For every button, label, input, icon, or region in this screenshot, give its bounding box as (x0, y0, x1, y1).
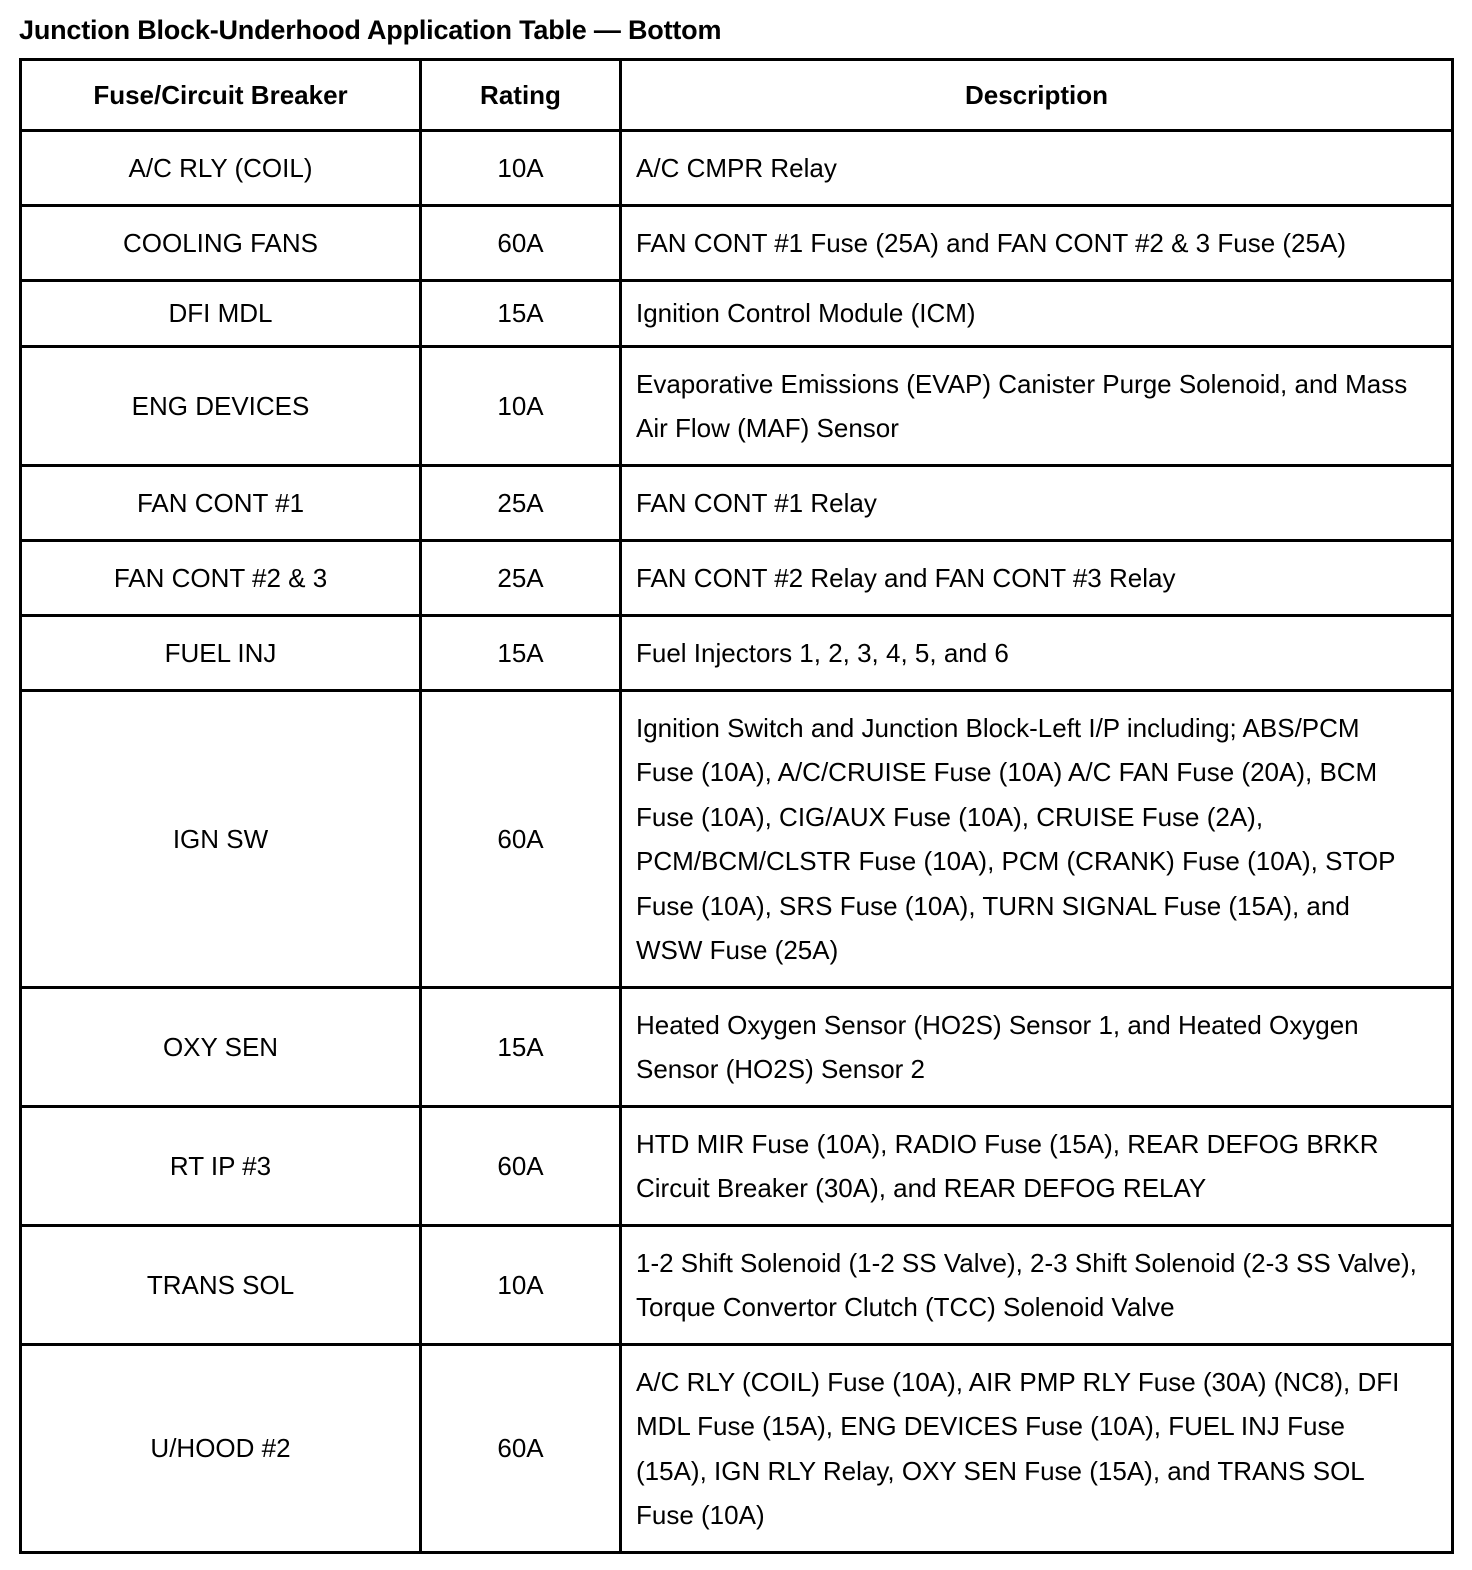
description-cell: 1-2 Shift Solenoid (1-2 SS Valve), 2-3 Shift Solenoid (2-3 SS Valve), Torque Convertor Clutch (TCC) Solenoid Valve (621, 1226, 1453, 1345)
fuse-cell: OXY SEN (21, 988, 421, 1107)
description-cell: Ignition Switch and Junction Block-Left I/P including; ABS/PCM Fuse (10A), A/C/CRUISE Fuse (10A) A/C FAN Fuse (20A), BCM Fuse (10A), CIG/AUX Fuse (10A), CRUISE Fuse (2A), PCM/BCM/CLSTR Fuse (10A), PCM (CRANK) Fuse (10A), STOP Fuse (10A), SRS Fuse (10A), TURN SIGNAL Fuse (15A), and WSW Fuse (25A) (621, 691, 1453, 988)
description-cell: FAN CONT #2 Relay and FAN CONT #3 Relay (621, 541, 1453, 616)
application-table (19, 58, 1454, 1554)
rating-cell: 25A (421, 466, 621, 541)
rating-cell: 15A (421, 988, 621, 1107)
fuse-cell: ENG DEVICES (21, 347, 421, 466)
rating-cell: 60A (421, 206, 621, 281)
description-cell: Ignition Control Module (ICM) (621, 281, 1453, 347)
table-row (21, 1345, 1453, 1553)
fuse-cell: FUEL INJ (21, 616, 421, 691)
rating-cell: 10A (421, 131, 621, 206)
description-cell: Evaporative Emissions (EVAP) Canister Purge Solenoid, and Mass Air Flow (MAF) Sensor (621, 347, 1453, 466)
rating-cell: 10A (421, 347, 621, 466)
table-row (21, 616, 1453, 691)
table-row (21, 988, 1453, 1107)
fuse-cell: RT IP #3 (21, 1107, 421, 1226)
header-row (21, 60, 1453, 131)
column-header-description: Description (621, 60, 1453, 131)
table-row (21, 691, 1453, 988)
rating-cell: 25A (421, 541, 621, 616)
table-row (21, 1107, 1453, 1226)
table-row (21, 206, 1453, 281)
description-cell: FAN CONT #1 Relay (621, 466, 1453, 541)
column-header-fuse: Fuse/Circuit Breaker (21, 60, 421, 131)
fuse-cell: TRANS SOL (21, 1226, 421, 1345)
description-cell: A/C CMPR Relay (621, 131, 1453, 206)
description-cell: FAN CONT #1 Fuse (25A) and FAN CONT #2 & 3 Fuse (25A) (621, 206, 1453, 281)
description-cell: HTD MIR Fuse (10A), RADIO Fuse (15A), REAR DEFOG BRKR Circuit Breaker (30A), and REAR DEFOG RELAY (621, 1107, 1453, 1226)
table-row (21, 466, 1453, 541)
table-row (21, 1226, 1453, 1345)
fuse-cell: U/HOOD #2 (21, 1345, 421, 1553)
table-row (21, 131, 1453, 206)
table-row (21, 347, 1453, 466)
fuse-cell: FAN CONT #2 & 3 (21, 541, 421, 616)
table-title: Junction Block-Underhood Application Table — Bottom (19, 15, 722, 45)
description-cell: Fuel Injectors 1, 2, 3, 4, 5, and 6 (621, 616, 1453, 691)
rating-cell: 60A (421, 691, 621, 988)
rating-cell: 60A (421, 1107, 621, 1226)
fuse-cell: IGN SW (21, 691, 421, 988)
fuse-cell: DFI MDL (21, 281, 421, 347)
rating-cell: 10A (421, 1226, 621, 1345)
fuse-cell: A/C RLY (COIL) (21, 131, 421, 206)
rating-cell: 15A (421, 616, 621, 691)
fuse-cell: FAN CONT #1 (21, 466, 421, 541)
fuse-cell: COOLING FANS (21, 206, 421, 281)
rating-cell: 15A (421, 281, 621, 347)
table-row (21, 281, 1453, 347)
column-header-rating: Rating (421, 60, 621, 131)
description-cell: Heated Oxygen Sensor (HO2S) Sensor 1, and Heated Oxygen Sensor (HO2S) Sensor 2 (621, 988, 1453, 1107)
table-row (21, 541, 1453, 616)
rating-cell: 60A (421, 1345, 621, 1553)
description-cell: A/C RLY (COIL) Fuse (10A), AIR PMP RLY Fuse (30A) (NC8), DFI MDL Fuse (15A), ENG DEVICES Fuse (10A), FUEL INJ Fuse (15A), IGN RLY Relay, OXY SEN Fuse (15A), and TRANS SOL Fuse (10A) (621, 1345, 1453, 1553)
